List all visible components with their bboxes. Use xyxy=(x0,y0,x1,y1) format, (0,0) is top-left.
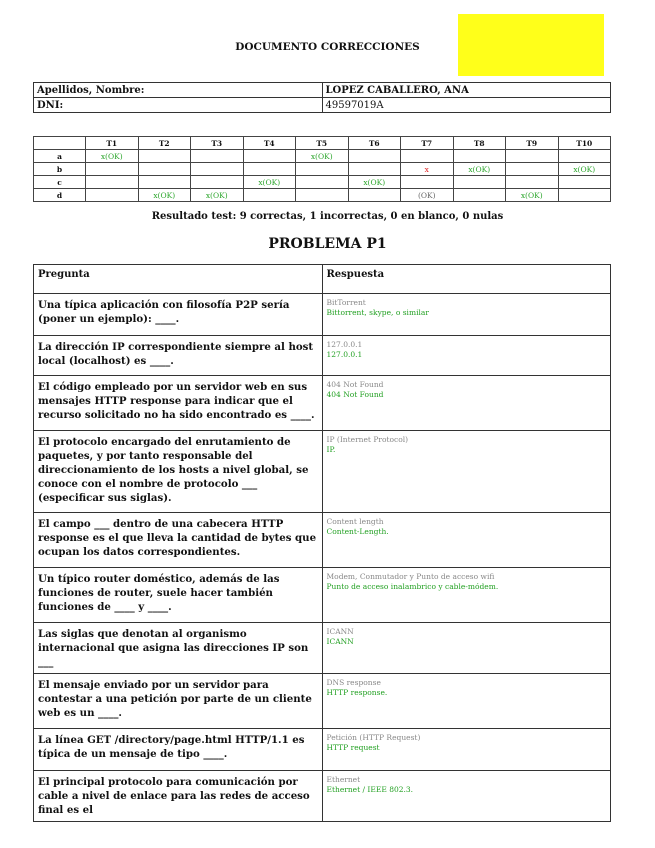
problem-title: PROBLEMA P1 xyxy=(268,236,387,252)
given-answer: Bittorrent, skype, o similar xyxy=(326,308,429,317)
expected-answer: 127.0.0.1 xyxy=(326,340,363,349)
grid-cell xyxy=(191,176,244,189)
grid-cell: x(OK) xyxy=(348,176,401,189)
question-cell: Una típica aplicación con filosofía P2P sería (poner un ejemplo): ____. xyxy=(34,294,323,336)
expected-answer: Ethernet xyxy=(326,775,361,784)
dni-value: 49597019A xyxy=(322,98,611,113)
given-answer: IP. xyxy=(326,445,336,454)
qa-row xyxy=(34,431,611,513)
grid-cell xyxy=(453,189,506,202)
grid-column-header: T3 xyxy=(191,137,244,150)
grid-cell xyxy=(243,150,296,163)
question-cell: El código empleado por un servidor web en sus mensajes HTTP response para indicar que el recurso solicitado no ha sido encontrado es ____. xyxy=(34,376,323,431)
grid-cell xyxy=(296,189,349,202)
grid-cell: x(OK) xyxy=(296,150,349,163)
grid-cell xyxy=(401,176,454,189)
answer-cell xyxy=(322,376,611,431)
grid-cell xyxy=(506,150,559,163)
given-answer: ICANN xyxy=(326,637,354,646)
grid-column-header: T10 xyxy=(558,137,611,150)
qa-row xyxy=(34,623,611,674)
answer-cell xyxy=(322,336,611,376)
test-answers-grid xyxy=(33,136,611,202)
qa-row xyxy=(34,294,611,336)
grid-column-header: T8 xyxy=(453,137,506,150)
grid-column-header: T4 xyxy=(243,137,296,150)
grid-cell xyxy=(506,176,559,189)
question-header: Pregunta xyxy=(34,265,323,294)
dni-label: DNI: xyxy=(34,98,323,113)
given-answer: Punto de acceso inalambrico y cable-módem. xyxy=(326,582,499,591)
question-cell: Un típico router doméstico, además de las funciones de router, suele hacer también funciones de ____ y ____. xyxy=(34,568,323,623)
grid-cell xyxy=(558,189,611,202)
question-cell: El principal protocolo para comunicación por cable a nivel de enlace para las redes de acceso final es el xyxy=(34,771,323,822)
grid-corner xyxy=(34,137,86,150)
grid-cell: x(OK) xyxy=(191,189,244,202)
grid-cell: x(OK) xyxy=(506,189,559,202)
grid-column-header: T9 xyxy=(506,137,559,150)
qa-row xyxy=(34,771,611,822)
grid-row-label: b xyxy=(34,163,86,176)
grid-cell xyxy=(558,150,611,163)
qa-header-row xyxy=(34,265,611,294)
given-answer: 404 Not Found xyxy=(326,390,384,399)
grid-row xyxy=(34,189,611,202)
expected-answer: BitTorrent xyxy=(326,298,366,307)
expected-answer: Content length xyxy=(326,517,384,526)
grid-column-header: T6 xyxy=(348,137,401,150)
name-label: Apellidos, Nombre: xyxy=(34,83,323,98)
grid-cell xyxy=(453,176,506,189)
grid-cell xyxy=(86,163,139,176)
grid-cell: x(OK) xyxy=(453,163,506,176)
given-answer: Ethernet / IEEE 802.3. xyxy=(326,785,414,794)
grid-cell xyxy=(138,150,191,163)
question-cell: Las siglas que denotan al organismo internacional que asigna las direcciones IP son ___ xyxy=(34,623,323,674)
grid-column-header: T2 xyxy=(138,137,191,150)
grid-cell: x(OK) xyxy=(558,163,611,176)
answer-cell xyxy=(322,674,611,729)
qa-row xyxy=(34,729,611,771)
grid-cell xyxy=(348,189,401,202)
grid-cell xyxy=(348,150,401,163)
grid-cell xyxy=(296,163,349,176)
grid-cell xyxy=(86,176,139,189)
grid-cell xyxy=(243,189,296,202)
grid-row xyxy=(34,163,611,176)
qa-row xyxy=(34,376,611,431)
highlight-box xyxy=(458,14,604,76)
answer-header: Respuesta xyxy=(322,265,611,294)
expected-answer: DNS response xyxy=(326,678,381,687)
grid-cell: x(OK) xyxy=(138,189,191,202)
question-cell: La línea GET /directory/page.html HTTP/1.1 es típica de un mensaje de tipo ____. xyxy=(34,729,323,771)
expected-answer: ICANN xyxy=(326,627,354,636)
grid-column-header: T7 xyxy=(401,137,454,150)
grid-cell xyxy=(348,163,401,176)
answer-cell xyxy=(322,513,611,568)
expected-answer: 404 Not Found xyxy=(326,380,384,389)
grid-cell xyxy=(401,150,454,163)
answer-cell xyxy=(322,771,611,822)
grid-cell xyxy=(138,163,191,176)
grid-cell xyxy=(296,176,349,189)
expected-answer: Petición (HTTP Request) xyxy=(326,733,421,742)
grid-cell xyxy=(191,163,244,176)
given-answer: HTTP request xyxy=(326,743,380,752)
answer-cell xyxy=(322,568,611,623)
grid-column-header: T5 xyxy=(296,137,349,150)
grid-cell xyxy=(506,163,559,176)
answer-cell xyxy=(322,623,611,674)
grid-row-label: d xyxy=(34,189,86,202)
expected-answer: IP (Internet Protocol) xyxy=(326,435,409,444)
grid-cell xyxy=(86,189,139,202)
grid-cell: x xyxy=(401,163,454,176)
grid-row xyxy=(34,176,611,189)
answer-cell xyxy=(322,431,611,513)
identity-table xyxy=(33,82,611,113)
grid-row-label: a xyxy=(34,150,86,163)
qa-table xyxy=(33,264,611,822)
grid-cell xyxy=(191,150,244,163)
grid-column-header: T1 xyxy=(86,137,139,150)
grid-cell xyxy=(243,163,296,176)
qa-row xyxy=(34,674,611,729)
grid-row-label: c xyxy=(34,176,86,189)
qa-row xyxy=(34,568,611,623)
qa-row xyxy=(34,513,611,568)
qa-row xyxy=(34,336,611,376)
grid-cell: x(OK) xyxy=(86,150,139,163)
answer-cell xyxy=(322,294,611,336)
given-answer: Content-Length. xyxy=(326,527,389,536)
grid-cell xyxy=(558,176,611,189)
answer-cell xyxy=(322,729,611,771)
question-cell: El protocolo encargado del enrutamiento de paquetes, y por tanto responsable del direccionamiento de los hosts a nivel global, se conoce con el nombre de protocolo ___ (especificar sus siglas). xyxy=(34,431,323,513)
given-answer: HTTP response. xyxy=(326,688,388,697)
question-cell: La dirección IP correspondiente siempre al host local (localhost) es ____. xyxy=(34,336,323,376)
grid-cell xyxy=(453,150,506,163)
document-title: DOCUMENTO CORRECCIONES xyxy=(235,41,420,53)
result-summary: Resultado test: 9 correctas, 1 incorrectas, 0 en blanco, 0 nulas xyxy=(151,211,504,222)
grid-row xyxy=(34,150,611,163)
grid-cell xyxy=(138,176,191,189)
grid-cell: (OK) xyxy=(401,189,454,202)
expected-answer: Modem, Conmutador y Punto de acceso wifi xyxy=(326,572,495,581)
question-cell: El mensaje enviado por un servidor para contestar a una petición por parte de un cliente web es un ____. xyxy=(34,674,323,729)
name-value: LOPEZ CABALLERO, ANA xyxy=(322,83,611,98)
question-cell: El campo ___ dentro de una cabecera HTTP response es el que lleva la cantidad de bytes que ocupan los datos correspondientes. xyxy=(34,513,323,568)
given-answer: 127.0.0.1 xyxy=(326,350,363,359)
grid-cell: x(OK) xyxy=(243,176,296,189)
